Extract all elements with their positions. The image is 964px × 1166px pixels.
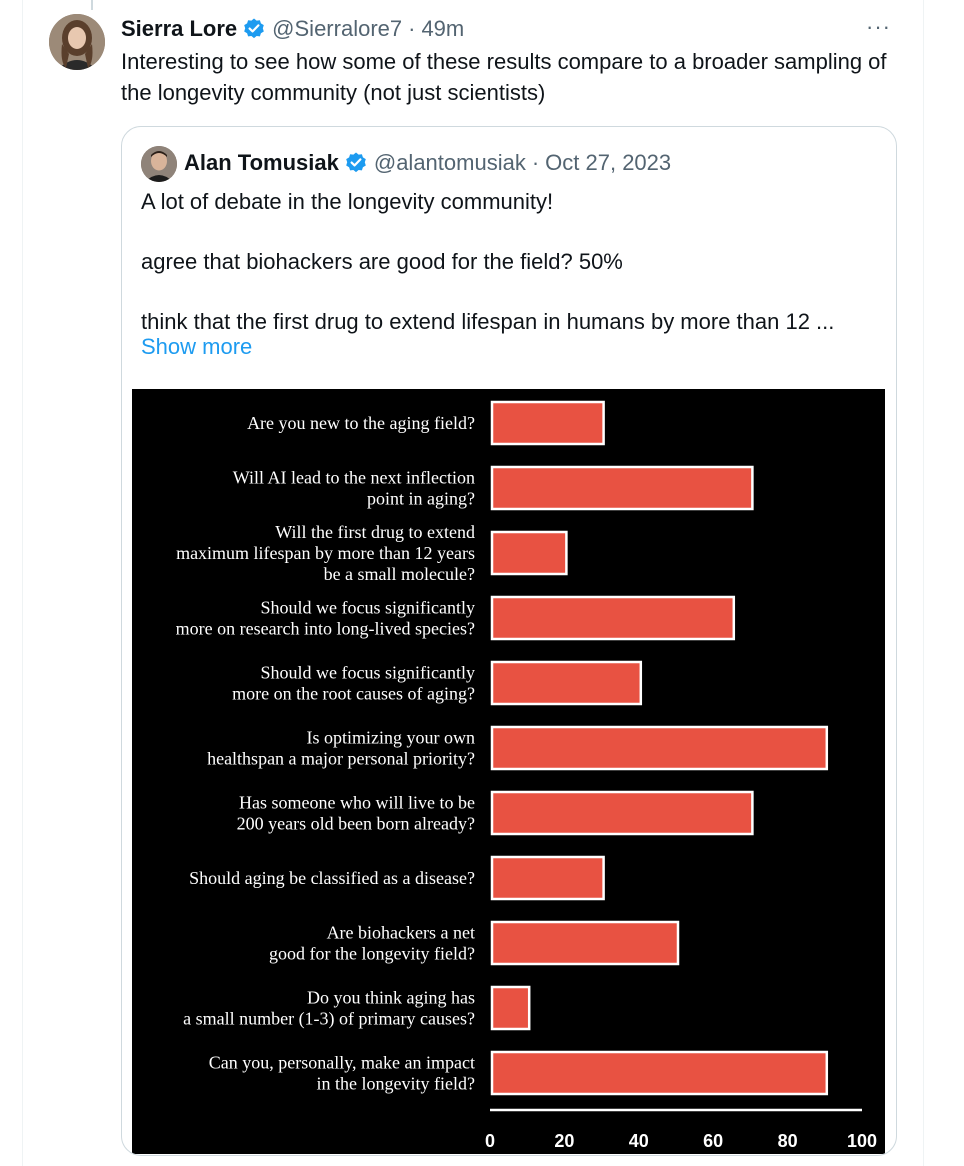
- author-avatar[interactable]: [49, 14, 105, 70]
- chart-category-label: a small number (1-3) of primary causes?: [183, 1008, 475, 1029]
- post-text: Interesting to see how some of these results compare to a broader sampling of the longevity community (not just scientists): [121, 49, 887, 105]
- quoted-author-avatar[interactable]: [141, 146, 177, 182]
- chart-bar: [492, 987, 529, 1029]
- chart-bar: [492, 792, 752, 834]
- quoted-post-header: [184, 148, 671, 178]
- chart-bar: [492, 532, 566, 574]
- quoted-author-handle[interactable]: @alantomusiak: [373, 150, 526, 175]
- survey-bar-chart[interactable]: [132, 389, 885, 1154]
- post-header: [121, 14, 464, 44]
- header-separator: ·: [408, 16, 416, 41]
- chart-category-label: Should aging be classified as a disease?: [189, 868, 475, 888]
- chart-category-label: Should we focus significantly: [260, 597, 475, 618]
- chart-tick-label: 60: [703, 1131, 724, 1151]
- chart-bar: [492, 1052, 827, 1094]
- quoted-text-line: agree that biohackers are good for the field? 50%: [141, 249, 623, 274]
- quoted-post-text: [141, 187, 881, 337]
- chart-category-label: Has someone who will live to be: [239, 792, 475, 813]
- chart-tick-label: 80: [777, 1131, 798, 1151]
- chart-category-label: Is optimizing your own: [306, 727, 475, 748]
- chart-category-label: more on the root causes of aging?: [232, 683, 475, 704]
- chart-category-label: good for the longevity field?: [269, 943, 475, 964]
- chart-category-label: more on research into long-lived species?: [175, 618, 475, 639]
- chart-category-label: 200 years old been born already?: [236, 813, 475, 834]
- chart-bar: [492, 402, 604, 444]
- quoted-author-name[interactable]: Alan Tomusiak: [184, 150, 339, 175]
- quoted-text-line: A lot of debate in the longevity community!: [141, 189, 554, 214]
- author-handle[interactable]: @Sierralore7: [272, 16, 403, 41]
- chart-tick-label: 100: [846, 1131, 878, 1151]
- chart-bar: [492, 922, 678, 964]
- show-more-link[interactable]: Show more: [141, 334, 253, 359]
- quoted-text-line: think that the first drug to extend lifespan in humans by more than 12 ...: [141, 309, 835, 334]
- chart-category-label: point in aging?: [367, 488, 475, 509]
- timeline-right-border: [923, 0, 924, 1166]
- author-name[interactable]: Sierra Lore: [121, 16, 238, 41]
- thread-connector-line: [91, 0, 93, 10]
- chart-category-label: healthspan a major personal priority?: [207, 748, 475, 769]
- chart-bar: [492, 727, 827, 769]
- chart-category-label: in the longevity field?: [316, 1073, 475, 1094]
- chart-category-label: Are biohackers a net: [326, 922, 475, 943]
- chart-category-label: be a small molecule?: [323, 564, 475, 584]
- post-timestamp[interactable]: 49m: [421, 16, 465, 41]
- quoted-post-date[interactable]: Oct 27, 2023: [545, 150, 672, 175]
- chart-category-label: Will AI lead to the next inflection: [232, 467, 475, 488]
- chart-bar: [492, 467, 752, 509]
- chart-tick-label: 40: [628, 1131, 649, 1151]
- chart-bar: [492, 597, 734, 639]
- quoted-post-card[interactable]: [121, 126, 897, 1156]
- chart-tick-label: 20: [554, 1131, 575, 1151]
- verified-badge-icon: [242, 17, 266, 41]
- verified-badge-icon: [344, 151, 368, 175]
- chart-category-label: maximum lifespan by more than 12 years: [176, 543, 475, 563]
- timeline-left-border: [22, 0, 23, 1166]
- chart-bar: [492, 662, 641, 704]
- chart-category-label: Can you, personally, make an impact: [208, 1052, 475, 1073]
- chart-category-label: Will the first drug to extend: [275, 522, 475, 542]
- chart-tick-label: 0: [484, 1131, 496, 1151]
- quoted-header-separator: ·: [531, 150, 540, 175]
- chart-bar: [492, 857, 604, 899]
- chart-category-label: Should we focus significantly: [260, 662, 475, 683]
- more-options-icon[interactable]: ···: [866, 14, 891, 39]
- chart-category-label: Do you think aging has: [307, 987, 475, 1008]
- chart-svg: [132, 389, 885, 1154]
- chart-category-label: Are you new to the aging field?: [247, 413, 475, 433]
